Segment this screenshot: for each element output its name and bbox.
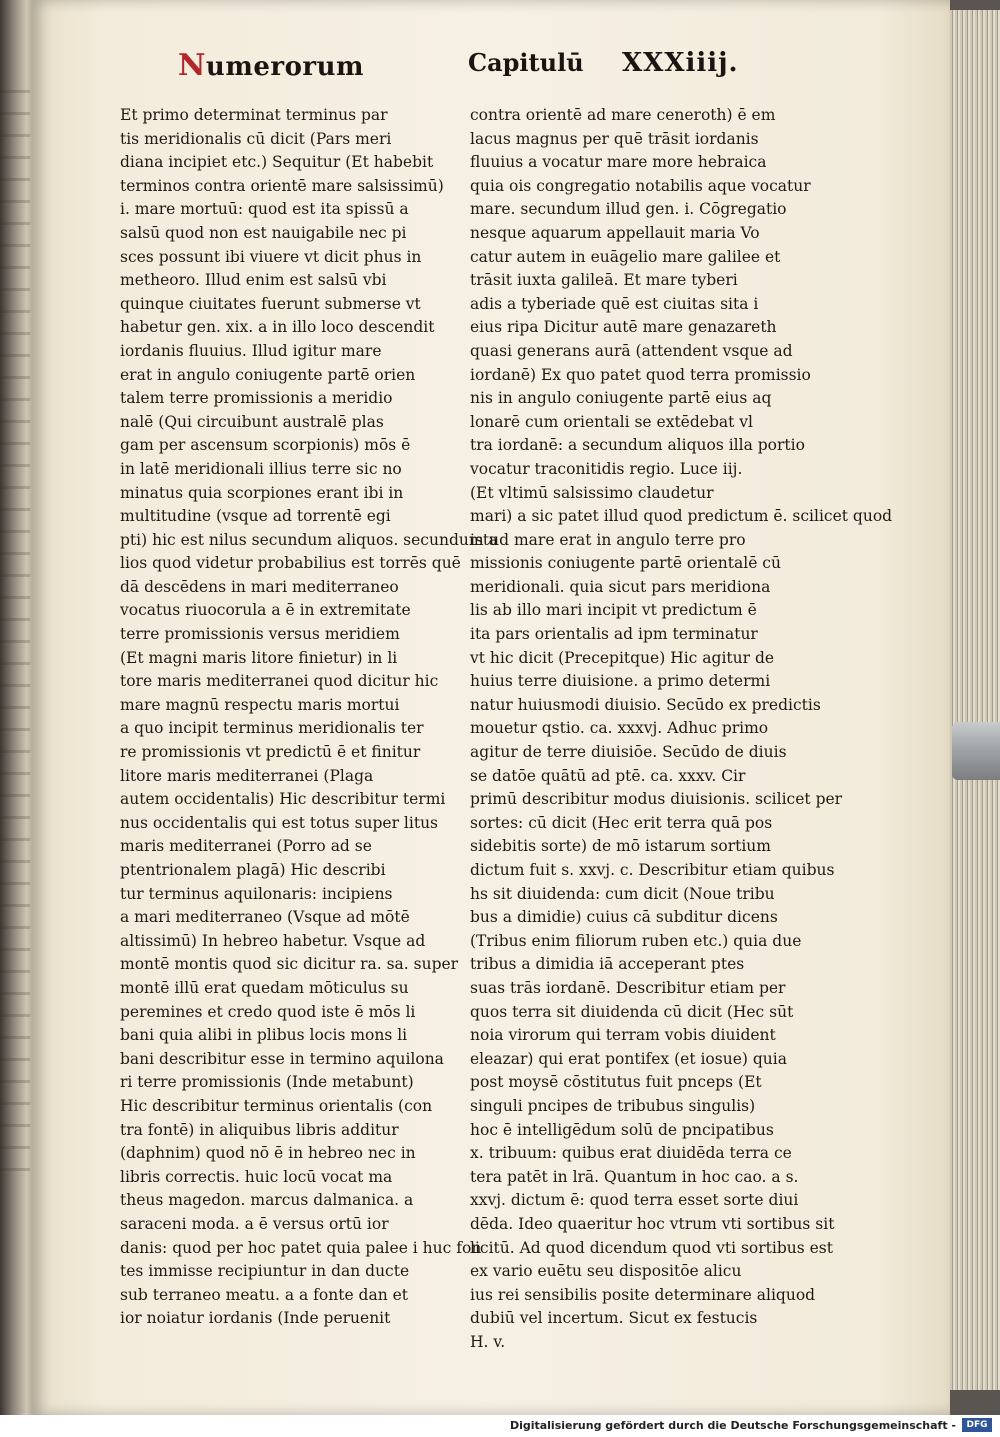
text-line: a quo incipit terminus meridionalis ter	[120, 719, 424, 738]
text-line: ius rei sensibilis posite determinare aliquod	[470, 1285, 816, 1304]
chapter-number: XXXiiij.	[622, 48, 739, 78]
text-line: minatus quia scorpiones erant ibi in	[120, 483, 404, 502]
text-line: ptentrionalem plagā) Hic describi	[120, 861, 386, 879]
text-line: montē illū erat quedam mōticulus su	[120, 978, 409, 997]
text-line: trāsit iuxta galileā. Et mare tyberi	[470, 271, 738, 290]
text-line: hs sit diuidenda: cum dicit (Noue tribu	[470, 884, 775, 903]
text-line: sces possunt ibi viuere vt dicit phus in	[120, 247, 422, 266]
text-line: natur huiusmodi diuisio. Secūdo ex predictis	[470, 695, 821, 714]
text-line: adis a tyberiade quē est ciuitas sita i	[470, 294, 759, 313]
text-line: Hic describitur terminus orientalis (con	[120, 1096, 433, 1115]
text-line: quinque ciuitates fuerunt submerse vt	[120, 294, 421, 313]
text-line: lonarē cum orientali se extēdebat vl	[470, 412, 753, 431]
text-line: nis in angulo coniugente partē eius aq	[470, 389, 772, 408]
left-page-fragment	[0, 90, 30, 1190]
text-line: mare. secundum illud gen. i. Cōgregatio	[470, 200, 787, 219]
page-stack-edges	[950, 10, 1000, 1390]
text-line: sidebitis sorte) de mō istarum sortium	[470, 837, 771, 856]
text-line: huius terre diuisione. a primo determi	[470, 672, 771, 691]
text-line: dēda. Ideo quaeritur hoc vtrum vti sortibus sit	[470, 1214, 835, 1233]
text-line: vocatus riuocorula a ē in extremitate	[120, 601, 411, 620]
running-head-center: Capitulū	[468, 48, 584, 77]
digitization-credit: Digitalisierung gefördert durch die Deutsche Forschungsgemeinschaft -	[509, 1419, 956, 1432]
text-line: primū describitur modus diuisionis. scilicet per	[470, 790, 843, 809]
text-line: agitur de terre diuisiōe. Secūdo de diuis	[470, 743, 787, 762]
text-line: gam per ascensum scorpionis) mōs ē	[120, 436, 411, 455]
text-line: ita pars orientalis ad ipm terminatur	[470, 625, 758, 644]
book-clip	[952, 722, 1000, 780]
text-line: mari) a sic patet illud quod predictum ē. scilicet quod	[470, 507, 893, 526]
text-column-left	[120, 104, 498, 1331]
text-line: terminos contra orientē mare salsissimū)	[120, 176, 444, 195]
text-line: dā descēdens in mari mediterraneo	[120, 577, 399, 596]
text-line: terre promissionis versus meridiem	[120, 625, 400, 644]
text-line: nesque aquarum appellauit maria Vo	[470, 223, 760, 242]
text-line: noia virorum qui terram vobis diuident	[470, 1026, 776, 1045]
text-line: quia ois congregatio notabilis aque vocatur	[470, 176, 811, 195]
text-line: libris correctis. huic locū vocat ma	[120, 1167, 393, 1186]
text-line: eius ripa Dicitur autē mare genazareth	[470, 318, 777, 337]
text-line: habetur gen. xix. a in illo loco descendit	[120, 318, 435, 337]
text-line: ri terre promissionis (Inde metabunt)	[120, 1073, 414, 1092]
text-line: altissimū) In hebreo habetur. Vsque ad	[120, 931, 426, 950]
text-line: maris mediterranei (Porro ad se	[120, 837, 372, 856]
text-line: sortes: cū dicit (Hec erit terra quā pos	[470, 813, 773, 832]
text-line: re promissionis vt predictū ē et finitur	[120, 743, 421, 762]
text-line: (daphnim) quod nō ē in hebreo nec in	[120, 1144, 416, 1163]
text-line: bus a dimidie) cuius cā subditur dicens	[470, 908, 778, 927]
text-line: talem terre promissionis a meridio	[120, 389, 393, 408]
text-column-right	[470, 104, 893, 1354]
text-line: istud mare erat in angulo terre pro	[470, 530, 746, 549]
text-line: bani quia alibi in plibus locis mons li	[120, 1026, 408, 1045]
text-line: diana incipiet etc.) Sequitur (Et habebit	[120, 153, 434, 172]
text-line: Et primo determinat terminus par	[120, 106, 388, 124]
text-line: dictum fuit s. xxvj. c. Describitur etiam quibus	[470, 861, 835, 879]
rubric-initial: N	[178, 48, 206, 83]
text-line: salsū quod non est nauigabile nec pi	[120, 223, 407, 242]
text-line: montē montis quod sic dicitur ra. sa. super	[120, 955, 459, 974]
text-line: meridionali. quia sicut pars meridiona	[470, 577, 771, 596]
text-line: tra iordanē: a secundum aliquos illa portio	[470, 436, 805, 455]
text-line: contra orientē ad mare ceneroth) ē em	[470, 106, 776, 124]
text-line: mouetur qstio. ca. xxxvj. Adhuc primo	[470, 719, 769, 738]
dfg-logo: DFG	[962, 1418, 992, 1432]
text-line: dubiū vel incertum. Sicut ex festucis	[470, 1309, 758, 1328]
text-line: eleazar) qui erat pontifex (et iosue) quia	[470, 1049, 787, 1068]
text-line: (Et magni maris litore finietur) in li	[120, 648, 398, 667]
text-line: tra fontē) in aliquibus libris additur	[120, 1120, 399, 1139]
text-line: metheoro. Illud enim est salsū vbi	[120, 271, 387, 290]
text-line: tur terminus aquilonaris: incipiens	[120, 884, 393, 903]
text-line: lacus magnus per quē trāsit iordanis	[470, 129, 759, 148]
text-line: ior noiatur iordanis (Inde peruenit	[120, 1309, 391, 1328]
text-line: tribus a dimidia iā acceperant ptes	[470, 955, 745, 974]
text-line: tis meridionalis cū dicit (Pars meri	[120, 129, 392, 148]
running-head-left-text: umerorum	[205, 52, 365, 82]
footer-bar	[0, 1415, 1000, 1437]
text-line: xxvj. dictum ē: quod terra esset sorte diui	[470, 1191, 799, 1210]
text-line: tore maris mediterranei quod dicitur hic	[120, 672, 439, 691]
text-line: missionis coniugente partē orientalē cū	[470, 554, 781, 573]
text-line: mare magnū respectu maris mortui	[120, 695, 400, 714]
text-line: vocatur traconitidis regio. Luce iij.	[470, 459, 743, 478]
text-line: a mari mediterraneo (Vsque ad mōtē	[120, 908, 410, 927]
text-line: post moysē cōstitutus fuit pnceps (Et	[470, 1073, 762, 1092]
text-line: vt hic dicit (Precepitque) Hic agitur de	[470, 648, 775, 667]
text-line: lios quod videtur probabilius est torrēs quē	[120, 554, 461, 573]
text-line: litore maris mediterranei (Plaga	[120, 766, 374, 785]
text-line: suas trās iordanē. Describitur etiam per	[470, 978, 786, 997]
text-line: hoc ē intelligēdum solū de pncipatibus	[470, 1120, 774, 1139]
text-line: ex vario euētu seu dispositōe alicu	[470, 1262, 742, 1281]
text-line: (Et vltimū salsissimo claudetur	[470, 483, 714, 502]
text-line: fluuius a vocatur mare more hebraica	[470, 153, 767, 172]
text-line: (Tribus enim filiorum ruben etc.) quia due	[470, 931, 802, 950]
text-line: nus occidentalis qui est totus super litus	[120, 813, 439, 832]
text-line: licitū. Ad quod dicendum quod vti sortibus est	[470, 1238, 833, 1257]
text-line: singuli pncipes de tribubus singulis)	[470, 1096, 756, 1115]
text-line: iordanē) Ex quo patet quod terra promissio	[470, 365, 811, 384]
text-line: autem occidentalis) Hic describitur termi	[120, 790, 446, 809]
text-line: danis: quod per hoc patet quia palee i huc fon	[120, 1238, 482, 1257]
text-line: sub terraneo meatu. a a fonte dan et	[120, 1285, 409, 1304]
text-line: theus magedon. marcus dalmanica. a	[120, 1191, 414, 1210]
text-line: bani describitur esse in termino aquilona	[120, 1049, 444, 1068]
text-line: H. v.	[470, 1332, 506, 1351]
text-line: iordanis fluuius. Illud igitur mare	[120, 341, 382, 360]
text-line: quasi generans aurā (attendent vsque ad	[470, 341, 793, 360]
text-line: peremines et credo quod iste ē mōs li	[120, 1002, 416, 1021]
text-line: quos terra sit diuidenda cū dicit (Hec sūt	[470, 1002, 794, 1021]
text-line: nalē (Qui circuibunt australē plas	[120, 412, 384, 431]
text-line: pti) hic est nilus secundum aliquos. secundum a	[120, 530, 498, 549]
text-line: saraceni moda. a ē versus ortū ior	[120, 1214, 389, 1233]
text-line: tera patēt in lrā. Quantum in hoc cao. a s.	[470, 1167, 799, 1186]
text-line: tes immisse recipiuntur in dan ducte	[120, 1262, 410, 1281]
text-line: x. tribuum: quibus erat diuidēda terra ce	[470, 1144, 792, 1163]
text-line: catur autem in euāgelio mare galilee et	[470, 247, 781, 266]
text-line: i. mare mortuū: quod est ita spissū a	[120, 200, 409, 219]
text-line: se datōe quātū ad ptē. ca. xxxv. Cir	[470, 766, 746, 785]
text-line: lis ab illo mari incipit vt predictum ē	[470, 601, 757, 620]
text-line: multitudine (vsque ad torrentē egi	[120, 507, 391, 526]
running-head-left	[178, 48, 364, 83]
text-line: in latē meridionali illius terre sic no	[120, 459, 402, 478]
text-line: erat in angulo coniugente partē orien	[120, 365, 416, 384]
